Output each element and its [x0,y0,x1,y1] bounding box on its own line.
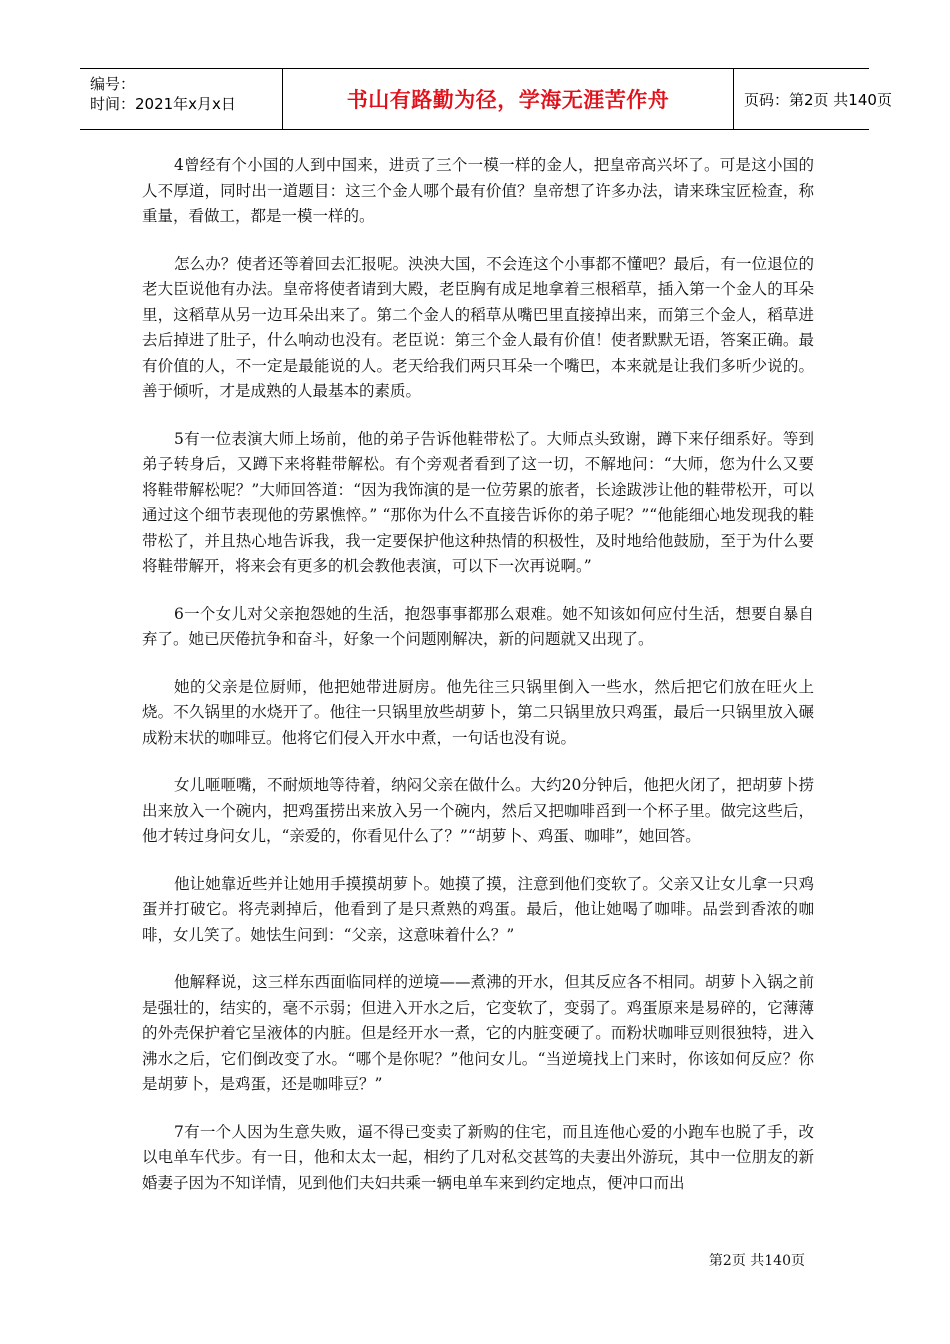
paragraph: 他解释说，这三样东西面临同样的逆境——煮沸的开水，但其反应各不相同。胡萝卜入锅之前是强壮的，结实的，毫不示弱；但进入开水之后，它变软了，变弱了。鸡蛋原来是易碎的，它薄薄的外壳保护着它呈液体的内脏。但是经开水一煮，它的内脏变硬了。而粉状咖啡豆则很独特，进入沸水之后，它们倒改变了水。“哪个是你呢？”他问女儿。“当逆境找上门来时，你该如何反应？你是胡萝卜，是鸡蛋，还是咖啡豆？” [142,973,814,1093]
header-motto: 书山有路勤为径，学海无涯苦作舟 [346,88,670,112]
header-page-cell [734,69,892,129]
page-footer: 第2页 共140页 [708,1253,805,1269]
paragraph: 4曾经有个小国的人到中国来，进贡了三个一模一样的金人，把皇帝高兴坏了。可是这小国的人不厚道，同时出一道题目：这三个金人哪个最有价值？皇帝想了许多办法，请来珠宝匠检查，称重量，看做工，都是一模一样的。 [142,156,814,225]
header-page-number: 页码：第2页 共140页 [744,90,892,109]
page-header [80,68,892,130]
paragraph: 她的父亲是位厨师，他把她带进厨房。他先往三只锅里倒入一些水，然后把它们放在旺火上烧。不久锅里的水烧开了。他往一只锅里放些胡萝卜，第二只锅里放只鸡蛋，最后一只锅里放入碾成粉末状的咖啡豆。他将它们侵入开水中煮，一句话也没有说。 [142,677,814,747]
paragraph: 女儿咂咂嘴，不耐烦地等待着，纳闷父亲在做什么。大约20分钟后，他把火闭了，把胡萝卜捞出来放入一个碗内，把鸡蛋捞出来放入另一个碗内，然后又把咖啡舀到一个杯子里。做完这些后，他才转过身问女儿，“亲爱的，你看见什么了？”“胡萝卜、鸡蛋、咖啡”，她回答。 [142,776,814,845]
header-motto-cell [282,69,734,129]
paragraph: 5有一位表演大师上场前，他的弟子告诉他鞋带松了。大师点头致谢，蹲下来仔细系好。等到弟子转身后，又蹲下来将鞋带解松。有个旁观者看到了这一切，不解地问：“大师，您为什么又要将鞋带解松呢？”大师回答道：“因为我饰演的是一位劳累的旅者，长途跋涉让他的鞋带松开，可以通过这个细节表现他的劳累憔悴。” “那你为什么不直接告诉你的弟子呢？”“他能细心地发现我的鞋带松了，并且热心地告诉我，我一定要保护他这种热情的积极性，及时地给他鼓励，至于为什么要将鞋带解开，将来会有更多的机会教他表演，可以下一次再说啊。” [142,429,814,575]
document-number-label: 编号： [90,75,136,93]
paragraph: 他让她靠近些并让她用手摸摸胡萝卜。她摸了摸，注意到他们变软了。父亲又让女儿拿一只鸡蛋并打破它。将壳剥掉后，他看到了是只煮熟的鸡蛋。最后，他让她喝了咖啡。品尝到香浓的咖啡，女儿笑了。她怯生问到：“父亲，这意味着什么？” [142,874,814,944]
paragraph: 6一个女儿对父亲抱怨她的生活，抱怨事事都那么艰难。她不知该如何应付生活，想要自暴自弃了。她已厌倦抗争和奋斗，好象一个问题刚解决，新的问题就又出现了。 [142,604,814,648]
paragraph: 7有一个人因为生意失败，逼不得已变卖了新购的住宅，而且连他心爱的小跑车也脱了手，改以电单车代步。有一日，他和太太一起，相约了几对私交甚笃的夫妻出外游玩，其中一位朋友的新婚妻子因为不知详情，见到他们夫妇共乘一辆电单车来到约定地点，便冲口而出 [142,1122,814,1192]
document-time-label: 时间：2021年x月x日 [90,95,236,113]
document-body [142,153,814,1218]
paragraph: 怎么办？使者还等着回去汇报呢。泱泱大国，不会连这个小事都不懂吧？最后，有一位退位的老大臣说他有办法。皇帝将使者请到大殿，老臣胸有成足地拿着三根稻草，插入第一个金人的耳朵里，这稻草从另一边耳朵出来了。第二个金人的稻草从嘴巴里直接掉出来，而第三个金人，稻草进去后掉进了肚子，什么响动也没有。老臣说：第三个金人最有价值！使者默默无语，答案正确。最有价值的人，不一定是最能说的人。老天给我们两只耳朵一个嘴巴，本来就是让我们多听少说的。善于倾听，才是成熟的人最基本的素质。 [142,254,814,400]
header-info-cell [80,69,282,129]
